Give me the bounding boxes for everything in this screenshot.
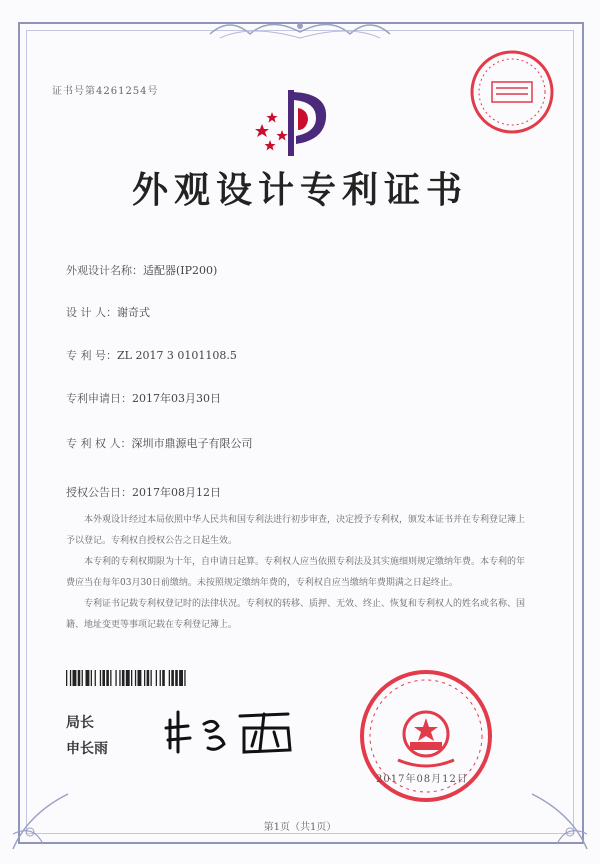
designer-field bbox=[66, 304, 150, 320]
top-ornament-icon bbox=[200, 14, 400, 44]
field-value: 2017年08月12日 bbox=[132, 486, 221, 499]
patentee-field bbox=[66, 435, 253, 451]
field-value: ZL 2017 3 0101108.5 bbox=[117, 349, 237, 362]
body-paragraph: 本外观设计经过本局依照中华人民共和国专利法进行初步审查，决定授予专利权，颁发本证书并在专利登记簿上予以登记。专利权自授权公告之日起生效。 bbox=[66, 515, 526, 546]
certificate-body bbox=[66, 510, 530, 636]
field-label: 设 计 人： bbox=[66, 306, 117, 319]
director-signature-icon bbox=[160, 700, 300, 760]
certificate-number: 证书号第4261254号 bbox=[52, 86, 159, 97]
small-red-seal-icon bbox=[468, 48, 556, 136]
barcode-icon bbox=[66, 670, 296, 686]
design-name-field bbox=[66, 262, 217, 278]
page-title: 外观设计专利证书 bbox=[131, 169, 468, 211]
field-value: 深圳市鼎源电子有限公司 bbox=[131, 437, 253, 450]
page-number: 第1页（共1页） bbox=[263, 822, 337, 833]
field-value: 2017年03月30日 bbox=[132, 392, 221, 405]
field-label: 外观设计名称： bbox=[66, 264, 143, 277]
director-title: 局长 bbox=[66, 715, 94, 731]
grant-date-field bbox=[66, 484, 221, 500]
body-paragraph: 本专利的专利权期限为十年，自申请日起算。专利权人应当依照专利法及其实施细则规定缴纳年费。本专利的年费应当在每年03月30日前缴纳。未按照规定缴纳年费的，专利权自应当缴纳年费期满之日起终止。 bbox=[66, 557, 526, 588]
field-label: 授权公告日： bbox=[66, 486, 132, 499]
director-name: 申长雨 bbox=[66, 741, 108, 757]
body-paragraph: 专利证书记载专利权登记时的法律状况。专利权的转移、质押、无效、终止、恢复和专利权人的姓名或名称、国籍、地址变更等事项记载在专利登记簿上。 bbox=[66, 599, 526, 630]
application-date-field bbox=[66, 390, 221, 406]
field-value: 谢奇式 bbox=[117, 306, 150, 319]
field-label: 专利申请日： bbox=[66, 392, 132, 405]
cnipa-logo-icon bbox=[248, 78, 338, 168]
field-value: 适配器(IP200) bbox=[143, 264, 218, 277]
field-label: 专 利 权 人： bbox=[66, 437, 132, 450]
field-label: 专 利 号： bbox=[66, 349, 117, 362]
patent-number-field bbox=[66, 347, 237, 363]
stamp-date: 2017年08月12日 bbox=[376, 774, 468, 785]
